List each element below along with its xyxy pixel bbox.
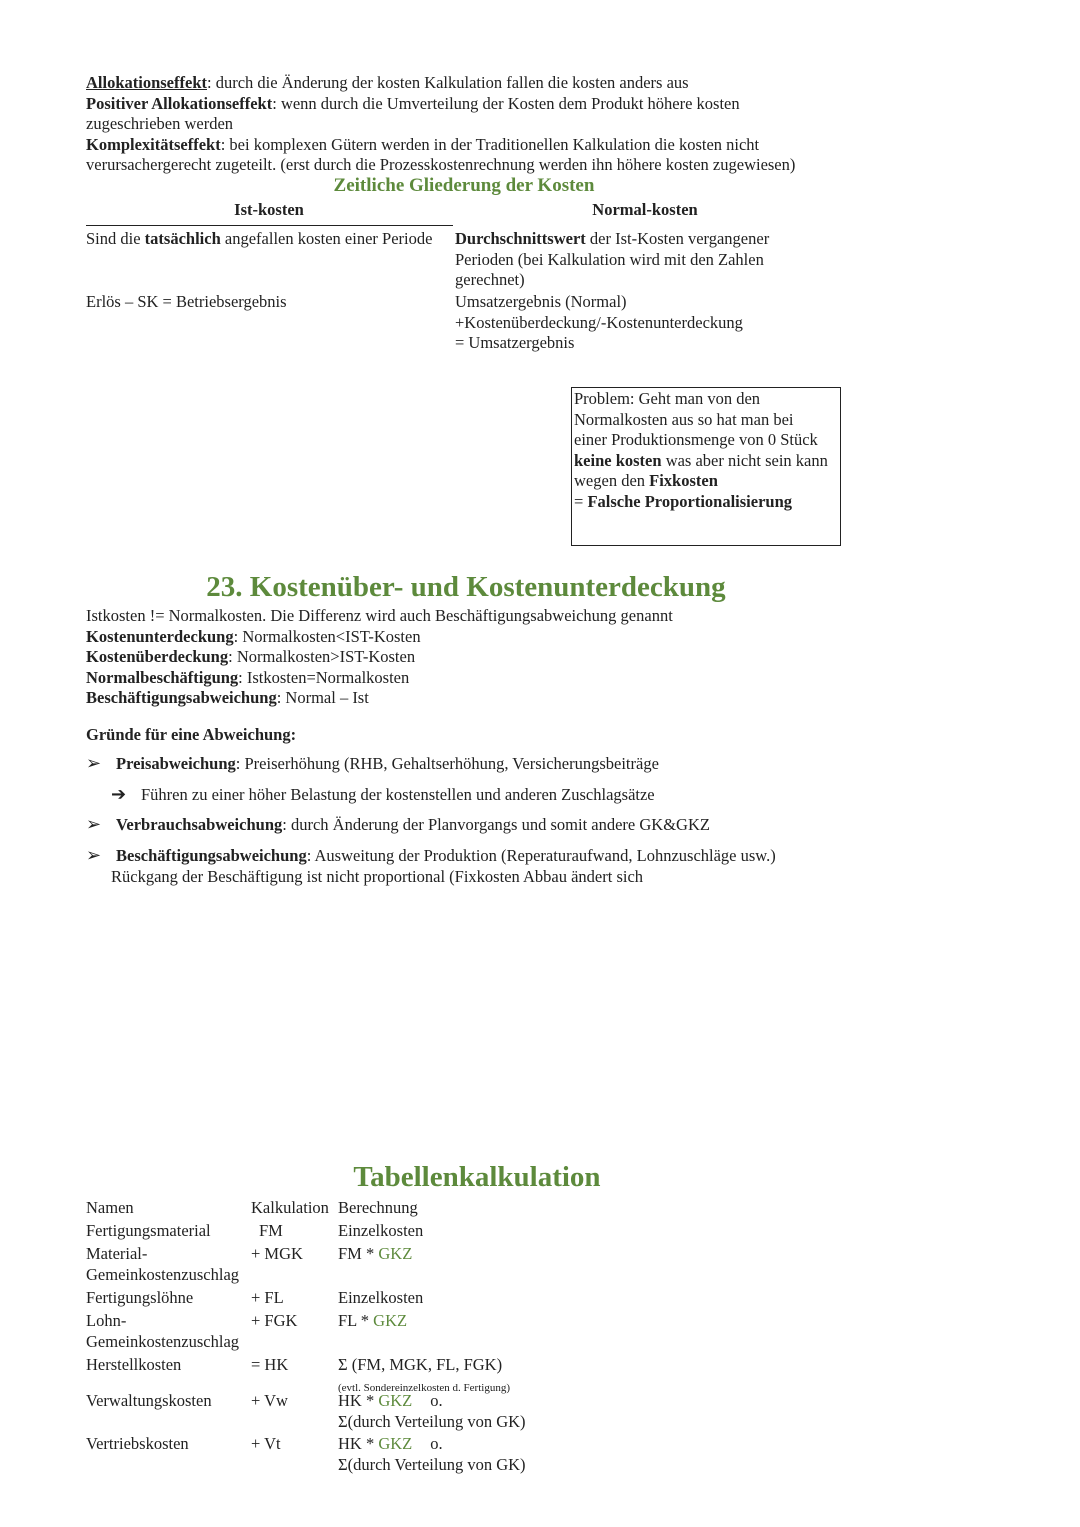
- header-berechnung: Berechnung: [338, 1198, 418, 1217]
- def-text: : durch die Änderung der kosten Kalkulation fallen die kosten anders aus: [207, 73, 689, 92]
- row-name: Verwaltungskosten: [86, 1391, 212, 1410]
- text: der Ist-Kosten vergangener: [585, 229, 770, 248]
- row-kalk: + FL: [251, 1288, 284, 1307]
- text: : Normal – Ist: [276, 688, 369, 707]
- text: FL *: [338, 1311, 374, 1330]
- term-kostenunterdeckung: Kostenunterdeckung: [86, 626, 234, 646]
- calc-row: [86, 1311, 686, 1355]
- definitions: [86, 73, 986, 176]
- box-line: [574, 451, 838, 472]
- term: Beschäftigungsabweichung: [116, 846, 307, 865]
- row-ber: Einzelkosten: [338, 1288, 424, 1307]
- normal-row-1: [455, 229, 855, 291]
- bullet-arrowhead-icon: ➢: [86, 814, 102, 835]
- term: Preisabweichung: [116, 754, 236, 773]
- text: was aber nicht sein kann: [661, 450, 828, 470]
- calc-row: [86, 1355, 686, 1394]
- bullet-beschaeftigungsabweichung: [86, 846, 986, 867]
- row-name-line: Lohn-: [86, 1311, 127, 1330]
- bullet-preisabweichung: [86, 754, 986, 775]
- reasons-heading: [86, 725, 296, 746]
- text: HK *: [338, 1434, 379, 1453]
- text: Σ(durch Verteilung von GK): [338, 1454, 526, 1474]
- term: Verbrauchsabweichung: [116, 815, 283, 834]
- calc-row: [86, 1288, 686, 1310]
- calc-row: [86, 1434, 686, 1478]
- text: : durch Änderung der Planvorgangs und somit andere GK&GKZ: [282, 815, 710, 834]
- ist-row-2: Erlös – SK = Betriebsergebnis: [86, 292, 287, 311]
- row-name: Fertigungslöhne: [86, 1288, 194, 1307]
- def-text: : bei komplexen Gütern werden in der Traditionellen Kalkulation die kosten nicht: [220, 134, 760, 154]
- row-ber: Einzelkosten: [338, 1221, 424, 1240]
- normal-row-2: [455, 292, 855, 354]
- row-name: Vertriebskosten: [86, 1434, 189, 1453]
- heading-zeitliche-gliederung: Zeitliche Gliederung der Kosten: [333, 175, 595, 196]
- text: Σ(durch Verteilung von GK): [338, 1411, 526, 1431]
- table-divider: [86, 225, 453, 226]
- text: Σ (FM, MGK, FL, FGK): [338, 1355, 503, 1374]
- row-kalk: = HK: [251, 1355, 289, 1374]
- term-positiver-allokationseffekt: Positiver Allokationseffekt: [86, 93, 273, 113]
- row-name: Fertigungsmaterial: [86, 1221, 211, 1240]
- text: angefallen kosten einer Periode: [220, 229, 433, 248]
- row-kalk: + Vw: [251, 1391, 288, 1410]
- normal-line: gerechnet): [455, 270, 525, 289]
- text: HK *: [338, 1391, 379, 1410]
- text: wegen den: [574, 471, 650, 490]
- row-name: [86, 1311, 251, 1352]
- row-ber: [338, 1355, 638, 1396]
- def-line: [86, 627, 986, 648]
- row-kalk: + MGK: [251, 1244, 303, 1263]
- col-header-normal-kosten: Normal-kosten: [592, 200, 698, 219]
- text: : Preiserhöhung (RHB, Gehaltserhöhung, Versicherungsbeiträge: [235, 754, 659, 773]
- row-name-line: Material-: [86, 1244, 148, 1263]
- row-ber: [338, 1434, 638, 1475]
- small-note: (evtl. Sondereinzelkosten d. Fertigung): [338, 1381, 510, 1394]
- normal-line: Umsatzergebnis (Normal): [455, 292, 627, 311]
- def-allokation: [86, 73, 986, 94]
- heading-tabellenkalkulation: Tabellenkalkulation: [353, 1161, 601, 1193]
- term-allokationseffekt: Allokationseffekt: [86, 73, 207, 92]
- intro-line: Istkosten != Normalkosten. Die Differenz wird auch Beschäftigungsabweichung genannt: [86, 606, 673, 625]
- box-line: einer Produktionsmenge von 0 Stück: [574, 430, 818, 449]
- text-bold: tatsächlich: [144, 229, 221, 248]
- normal-line: +Kostenüberdeckung/-Kostenunterdeckung: [455, 312, 743, 332]
- gkz-highlight: GKZ: [378, 1391, 413, 1410]
- text-bold: Falsche Proportionalisierung: [587, 491, 793, 511]
- gkz-highlight: GKZ: [378, 1244, 413, 1263]
- text: =: [574, 491, 588, 511]
- text: Sind die: [86, 229, 145, 248]
- box-line: Normalkosten aus so hat man bei: [574, 409, 794, 429]
- header-namen: Namen: [86, 1198, 134, 1217]
- text: Führen zu einer höher Belastung der kostenstellen und anderen Zuschlagsätze: [141, 785, 655, 804]
- col-header-ist-kosten: Ist-kosten: [234, 200, 304, 219]
- calc-row: [86, 1244, 686, 1288]
- row-name-line: Gemeinkostenzuschlag: [86, 1331, 240, 1351]
- bullet-cont: Rückgang der Beschäftigung ist nicht proportional (Fixkosten Abbau ändert sich: [111, 867, 644, 886]
- def-line: [86, 647, 986, 668]
- text-bold: Gründe für eine Abweichung:: [86, 725, 297, 744]
- term-normalbeschaeftigung: Normalbeschäftigung: [86, 667, 239, 687]
- row-name-line: Gemeinkostenzuschlag: [86, 1264, 240, 1284]
- text: o.: [430, 1434, 443, 1453]
- def-line: [86, 668, 986, 689]
- box-line: [574, 492, 838, 513]
- arrow-right-icon: ➔: [111, 784, 127, 805]
- row-name: Herstellkosten: [86, 1355, 182, 1374]
- bullet-verbrauchsabweichung: [86, 815, 986, 836]
- calc-row: [86, 1221, 686, 1243]
- ist-row-1: [86, 229, 458, 250]
- def-line: [86, 688, 986, 709]
- term-durchschnittswert: Durchschnittswert: [455, 229, 586, 248]
- text: FM *: [338, 1244, 379, 1263]
- normal-line: [455, 229, 855, 250]
- calc-header-row: [86, 1198, 686, 1220]
- text: : Normalkosten>IST-Kosten: [228, 647, 416, 666]
- term-komplexitaetseffekt: Komplexitätseffekt: [86, 134, 221, 154]
- row-kalk: FM: [259, 1221, 283, 1240]
- def-positiv-cont: zugeschrieben werden: [86, 114, 234, 133]
- text: o.: [430, 1391, 443, 1410]
- section-23-defs: [86, 606, 986, 709]
- def-komplexitaet: [86, 135, 986, 156]
- text: : Ausweitung der Produktion (Reperaturaufwand, Lohnzuschläge usw.): [306, 846, 776, 865]
- text: : Istkosten=Normalkosten: [238, 667, 410, 687]
- bullet-arrowhead-icon: ➢: [86, 845, 102, 866]
- calc-row: [86, 1391, 686, 1435]
- term-kostenueberdeckung: Kostenüberdeckung: [86, 647, 229, 666]
- box-line: [574, 471, 838, 492]
- row-kalk: + FGK: [251, 1311, 298, 1330]
- heading-section-23: 23. Kostenüber- und Kostenunterdeckung: [206, 571, 726, 603]
- gkz-highlight: GKZ: [378, 1434, 413, 1453]
- sub-bullet: [111, 785, 991, 806]
- row-ber: [338, 1244, 638, 1265]
- row-ber: [338, 1391, 638, 1432]
- def-komplexitaet-cont: verursachergerecht zugeteilt. (erst durch die Prozesskostenrechnung werden ihn höhere kosten zugewiesen): [86, 155, 796, 174]
- def-positiv: [86, 94, 986, 115]
- normal-line: = Umsatzergebnis: [455, 333, 575, 352]
- text-bold: Fixkosten: [649, 471, 718, 490]
- row-name: [86, 1244, 251, 1285]
- bullet-arrowhead-icon: ➢: [86, 753, 102, 774]
- def-text: : wenn durch die Umverteilung der Kosten dem Produkt höhere kosten: [272, 93, 740, 113]
- box-line: Problem: Geht man von den: [574, 389, 761, 408]
- text-bold: keine kosten: [574, 450, 662, 470]
- gkz-highlight: GKZ: [373, 1311, 408, 1330]
- header-kalkulation: Kalkulation: [251, 1198, 329, 1217]
- term-beschaeftigungsabweichung: Beschäftigungsabweichung: [86, 688, 277, 707]
- problem-box: [571, 387, 841, 546]
- text: : Normalkosten<IST-Kosten: [233, 626, 421, 646]
- normal-line: Perioden (bei Kalkulation wird mit den Zahlen: [455, 249, 764, 269]
- row-ber: [338, 1311, 638, 1332]
- row-kalk: + Vt: [251, 1434, 281, 1453]
